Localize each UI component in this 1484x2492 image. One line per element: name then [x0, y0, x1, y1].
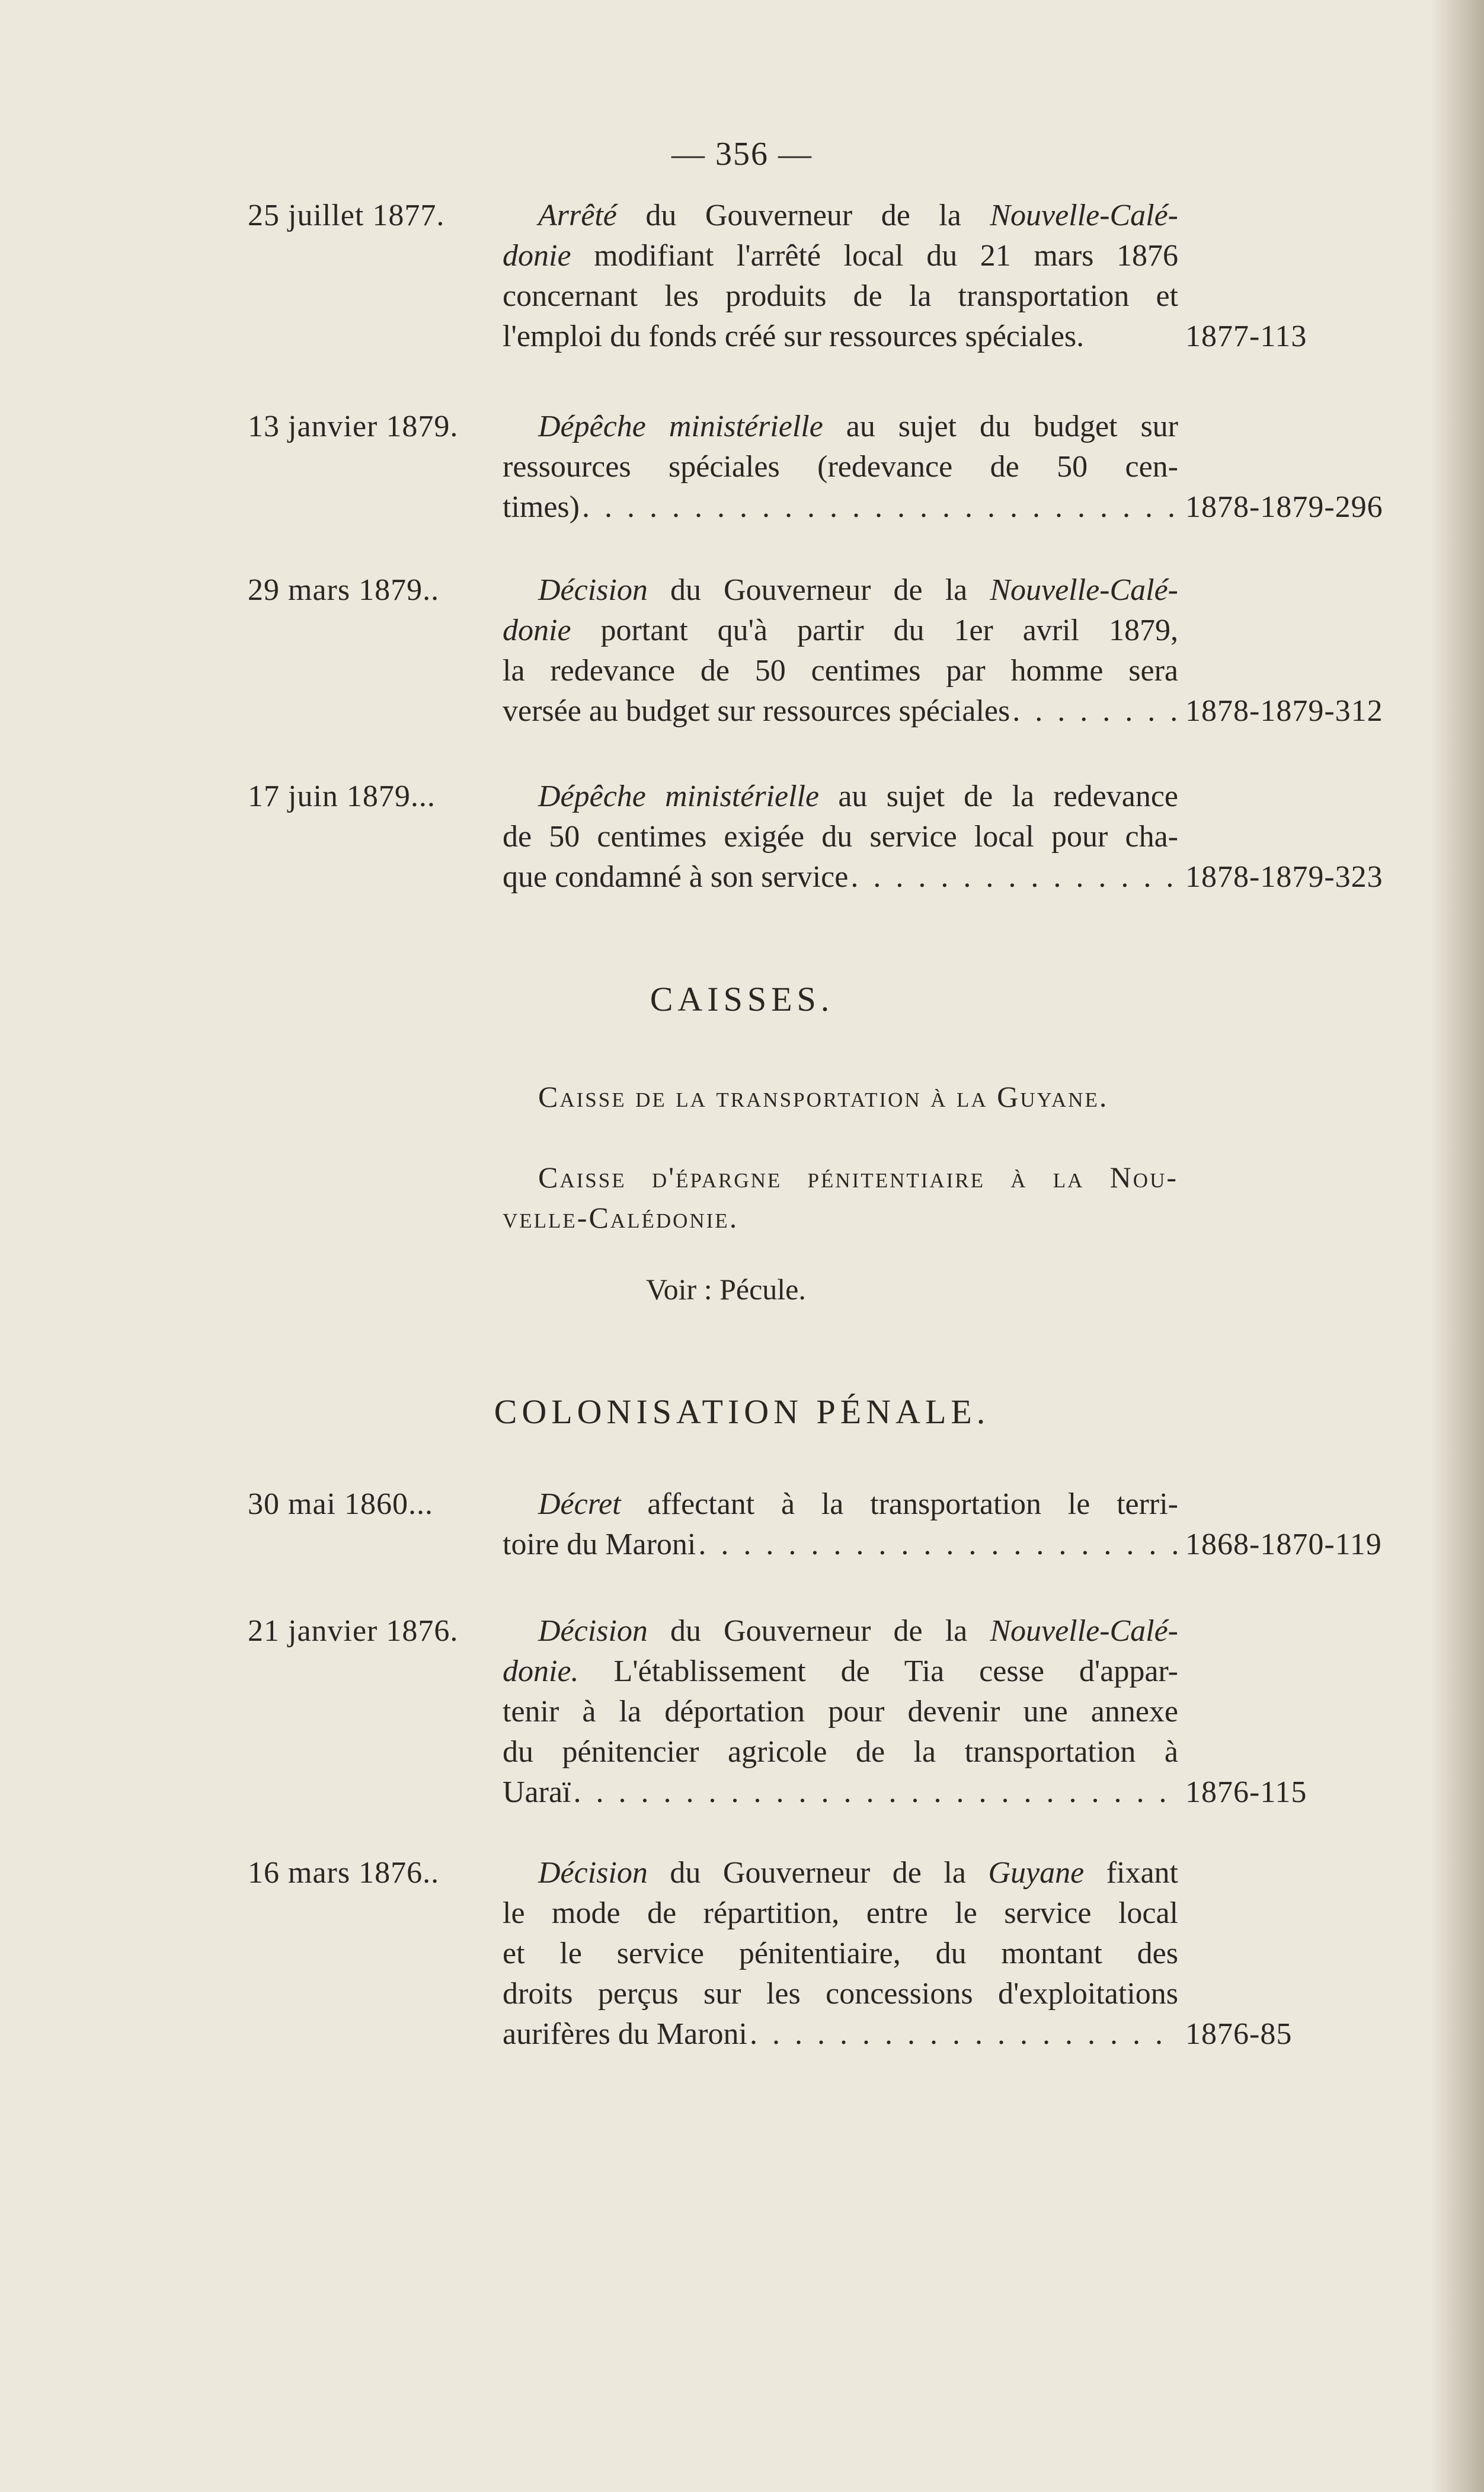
entry-line: toire du Maroni . . .	[503, 1525, 1178, 1565]
entry-reference: 1876-85	[1185, 2017, 1293, 2051]
entry-date: 13 janvier 1879.	[248, 410, 459, 443]
entry-line: Décret affectant à la transportation le terri-	[538, 1487, 1178, 1521]
entry-text	[503, 777, 1178, 897]
entry-line: Décision du Gouverneur de la Nouvelle-Calé-	[538, 573, 1178, 607]
entry-line: Uaraï . . .	[503, 1772, 1178, 1813]
entry-line: donie. L'établissement de Tia cesse d'appar-	[503, 1654, 1178, 1688]
leader-dots	[850, 857, 1178, 897]
leader-dots	[1012, 691, 1178, 731]
entry-line: et le service pénitentiaire, du montant des	[503, 1937, 1178, 1970]
leader-dots	[750, 2014, 1178, 2055]
entry-line: que condamné à son service . . .	[503, 857, 1178, 897]
entry-line: Décision du Gouverneur de la Nouvelle-Calé-	[538, 1614, 1178, 1648]
entry-line: donie portant qu'à partir du 1er avril 1879,	[503, 614, 1178, 647]
caisse-item-epargne: Caisse d'épargne pénitentiaire à la Nou- velle-Calédonie.	[503, 1161, 1178, 1234]
leader-dots	[698, 1525, 1178, 1565]
caisse-item-transportation: Caisse de la transportation à la Guyane.	[538, 1080, 1109, 1113]
see-also-reference: Voir : Pécule.	[646, 1273, 806, 1306]
entry-line: Arrêté du Gouverneur de la Nouvelle-Calé-	[538, 199, 1178, 232]
entry-reference: 1877-113	[1185, 320, 1307, 353]
entry-date: 21 janvier 1876.	[248, 1614, 459, 1648]
entry-line: de 50 centimes exigée du service local pour cha-	[503, 820, 1178, 854]
entry-reference: 1876-115	[1185, 1775, 1307, 1809]
entry-text	[503, 1853, 1178, 2055]
entry-date: 29 mars 1879..	[248, 573, 440, 607]
entry-text	[503, 570, 1178, 731]
page-number: — 356 —	[671, 136, 813, 172]
entry-text	[503, 196, 1178, 357]
entry-line: ressources spéciales (redevance de 50 cen-	[503, 450, 1178, 484]
entry-text	[503, 1611, 1178, 1813]
entry-line: Dépêche ministérielle au sujet du budget sur	[538, 410, 1178, 443]
entry-line: du pénitencier agricole de la transportation à	[503, 1735, 1178, 1769]
entry-text	[503, 407, 1178, 528]
section-title-caisses: CAISSES.	[650, 980, 834, 1018]
entry-line: droits perçus sur les concessions d'exploitations	[503, 1977, 1178, 2011]
entry-date: 17 juin 1879...	[248, 779, 436, 813]
entry-line: aurifères du Maroni . . .	[503, 2014, 1178, 2055]
entry-line: times) . . .	[503, 487, 1178, 528]
entry-line: l'emploi du fonds créé sur ressources spéciales.	[503, 320, 1085, 353]
section-title-colonisation: COLONISATION PÉNALE.	[494, 1392, 990, 1431]
entry-reference: 1878-1879-323	[1185, 860, 1383, 894]
entry-line: donie modifiant l'arrêté local du 21 mars 1876	[503, 239, 1178, 273]
entry-line: Décision du Gouverneur de la Guyane fixant	[538, 1856, 1178, 1890]
entry-date: 25 juillet 1877.	[248, 199, 445, 232]
entry-line: Dépêche ministérielle au sujet de la redevance	[538, 779, 1178, 813]
page-edge-shadow	[1431, 0, 1484, 2492]
entry-date: 16 mars 1876..	[248, 1856, 440, 1890]
entry-text	[503, 1484, 1178, 1565]
leader-dots	[582, 487, 1178, 528]
entry-line: la redevance de 50 centimes par homme sera	[503, 654, 1178, 688]
leader-dots	[573, 1772, 1178, 1813]
entry-reference: 1878-1879-312	[1185, 694, 1383, 728]
entry-line: tenir à la déportation pour devenir une annexe	[503, 1695, 1178, 1729]
entry-date: 30 mai 1860...	[248, 1487, 433, 1521]
entry-line: concernant les produits de la transportation et	[503, 279, 1178, 313]
entry-line: le mode de répartition, entre le service local	[503, 1896, 1178, 1930]
entry-reference: 1868-1870-119	[1185, 1528, 1382, 1561]
entry-line: versée au budget sur ressources spéciales . . .	[503, 691, 1178, 731]
entry-reference: 1878-1879-296	[1185, 490, 1383, 524]
